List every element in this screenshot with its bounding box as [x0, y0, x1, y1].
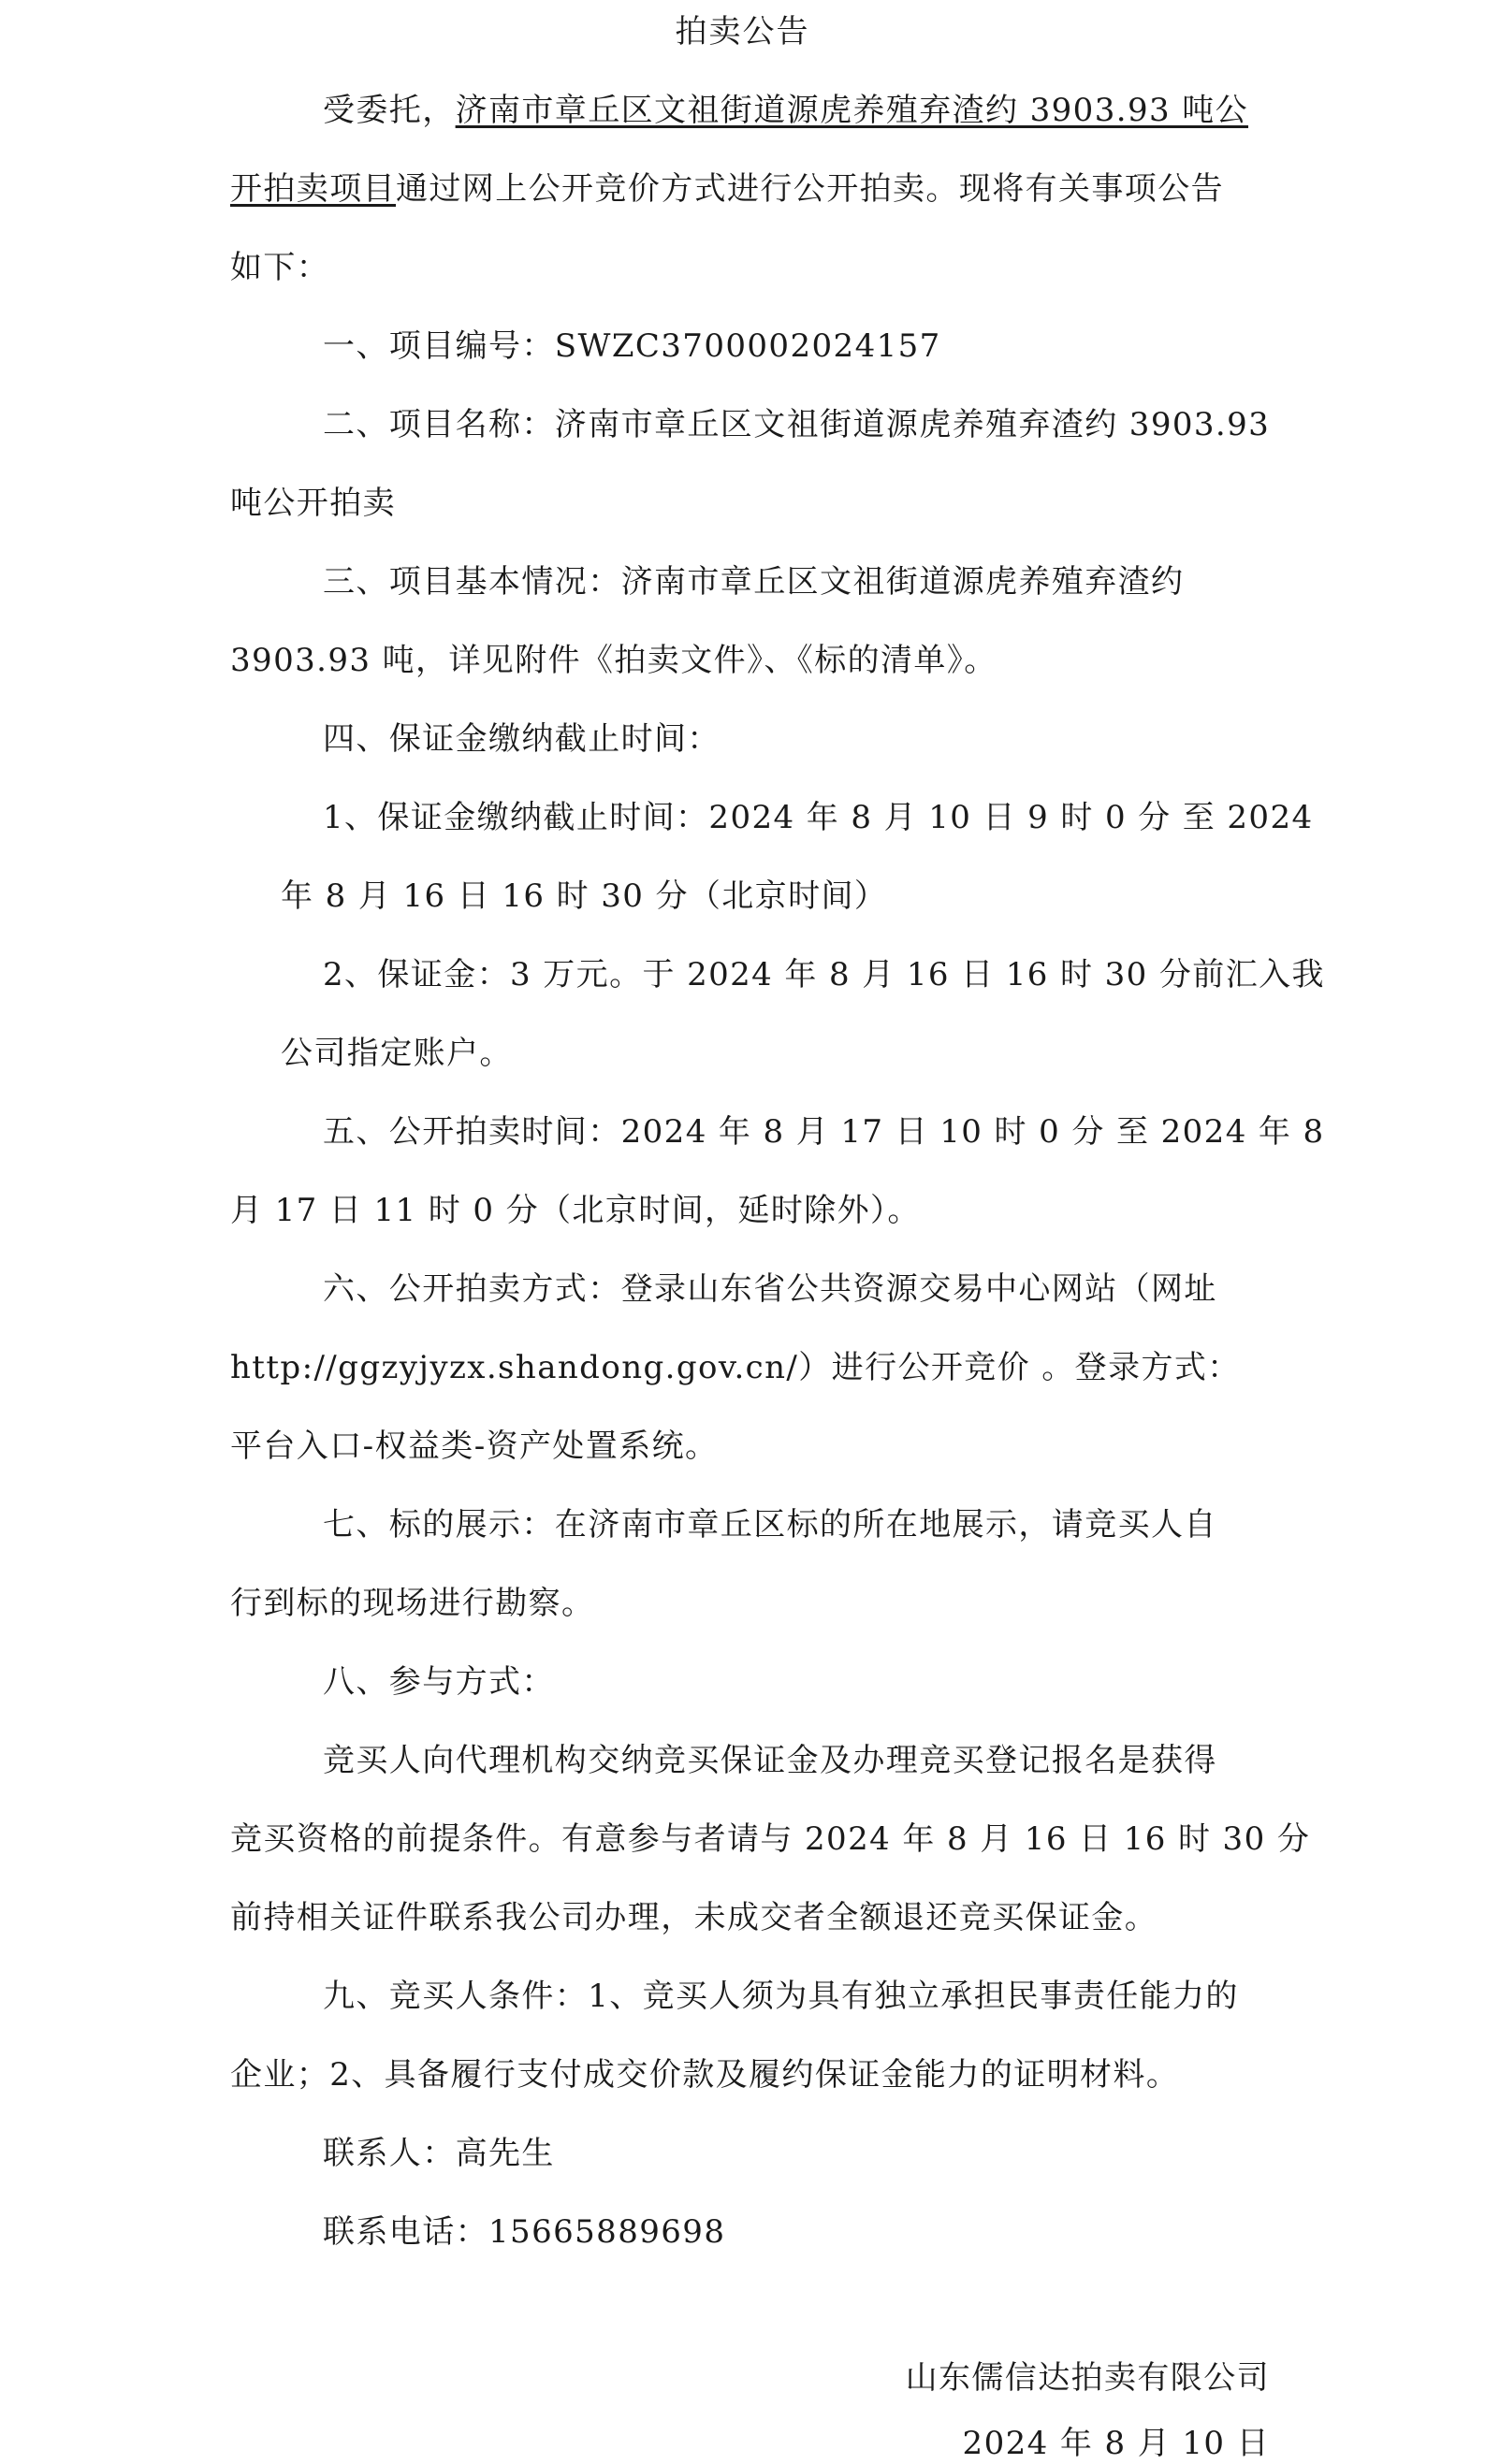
signature-date: 2024 年 8 月 10 日	[962, 2425, 1270, 2462]
item-project-name-line-2: 吨公开拍卖	[230, 485, 396, 522]
item-auction-time-line-1: 五、公开拍卖时间：2024 年 8 月 17 日 10 时 0 分 至 2024 年 8	[323, 1113, 1325, 1151]
item-auction-method-line-2: http://ggzyjyzx.shandong.gov.cn/）进行公开竞价 。登录方式：	[230, 1349, 1241, 1386]
item-auction-method-line-3: 平台入口-权益类-资产处置系统。	[230, 1428, 719, 1465]
item-deposit-amount-line-1: 2、保证金：3 万元。于 2024 年 8 月 16 日 16 时 30 分前汇入我	[323, 956, 1325, 993]
item-project-basic-line-2: 3903.93 吨，详见附件《拍卖文件》、《标的清单》。	[230, 642, 997, 679]
item-bidder-conditions-line-1: 九、竞买人条件：1、竞买人须为具有独立承担民事责任能力的	[323, 1978, 1239, 2015]
intro-line-3: 如下：	[230, 249, 330, 286]
item-auction-method-line-1: 六、公开拍卖方式：登录山东省公共资源交易中心网站（网址	[323, 1270, 1217, 1308]
item-participation: 八、参与方式：	[323, 1663, 555, 1701]
item-participation-line-1: 竞买人向代理机构交纳竞买保证金及办理竞买登记报名是获得	[323, 1742, 1217, 1779]
item-deposit-amount-line-2: 公司指定账户。	[281, 1035, 513, 1072]
item-project-name-line-1: 二、项目名称：济南市章丘区文祖街道源虎养殖弃渣约 3903.93	[323, 406, 1271, 443]
item-participation-line-2: 竞买资格的前提条件。有意参与者请与 2024 年 8 月 16 日 16 时 30 分	[230, 1820, 1311, 1858]
intro-prefix: 受委托，	[323, 92, 456, 129]
item-deposit-deadline-1-line-2: 年 8 月 16 日 16 时 30 分（北京时间）	[281, 877, 888, 915]
intro-line-2-rest: 通过网上公开竞价方式进行公开拍卖。现将有关事项公告	[396, 170, 1224, 208]
contact-person: 联系人：高先生	[323, 2135, 555, 2172]
item-project-number: 一、项目编号：SWZC3700002024157	[323, 327, 941, 365]
item-exhibition-line-1: 七、标的展示：在济南市章丘区标的所在地展示，请竞买人自	[323, 1506, 1217, 1544]
item-deposit-deadline: 四、保证金缴纳截止时间：	[323, 720, 721, 758]
item-auction-time-line-2: 月 17 日 11 时 0 分（北京时间，延时除外）。	[230, 1192, 921, 1229]
signature-company: 山东儒信达拍卖有限公司	[905, 2359, 1270, 2397]
contact-phone: 联系电话：15665889698	[323, 2213, 726, 2251]
item-deposit-deadline-1-line-1: 1、保证金缴纳截止时间：2024 年 8 月 10 日 9 时 0 分 至 2024	[323, 799, 1314, 836]
intro-line-2	[230, 168, 1224, 210]
project-name-underlined-2: 开拍卖项目	[230, 170, 396, 208]
page-title: 拍卖公告	[675, 13, 810, 51]
intro-line-1	[323, 90, 1248, 131]
item-project-basic-line-1: 三、项目基本情况：济南市章丘区文祖街道源虎养殖弃渣约	[323, 563, 1185, 601]
item-participation-line-3: 前持相关证件联系我公司办理，未成交者全额退还竞买保证金。	[230, 1899, 1158, 1936]
item-bidder-conditions-line-2: 企业；2、具备履行支付成交价款及履约保证金能力的证明材料。	[230, 2056, 1180, 2094]
item-exhibition-line-2: 行到标的现场进行勘察。	[230, 1585, 595, 1622]
project-name-underlined-1: 济南市章丘区文祖街道源虎养殖弃渣约 3903.93 吨公	[455, 92, 1249, 129]
